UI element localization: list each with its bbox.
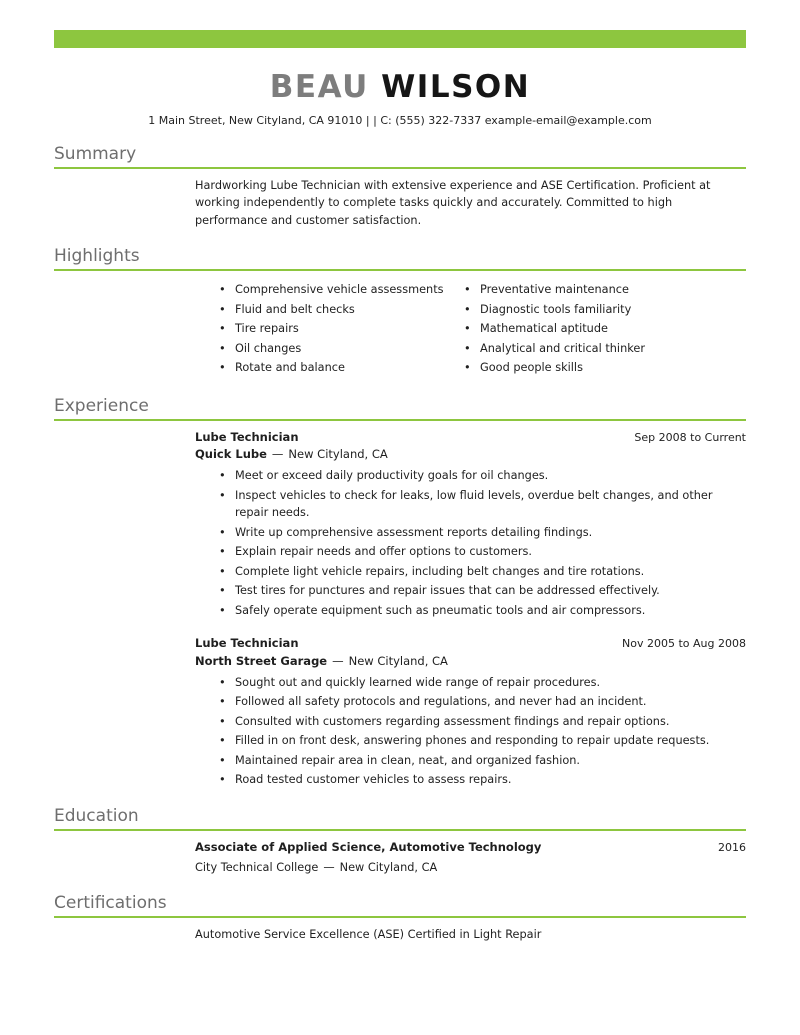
job-dates: Nov 2005 to Aug 2008 bbox=[622, 637, 746, 651]
job-bullet-list bbox=[195, 674, 746, 789]
bullet-item: • Rotate and balance bbox=[195, 359, 462, 377]
candidate-name bbox=[54, 70, 746, 106]
bullet-item: • Oil changes bbox=[195, 340, 462, 358]
bullet-item: • Write up comprehensive assessment reports detailing findings. bbox=[195, 524, 746, 542]
candidate-first-name: BEAU bbox=[269, 69, 369, 105]
highlights-list-left bbox=[195, 281, 462, 377]
summary-section-title: Summary bbox=[54, 143, 137, 164]
certification-text: Automotive Service Excellence (ASE) Certified in Light Repair bbox=[195, 928, 542, 942]
education-section-title: Education bbox=[54, 805, 139, 826]
bullet-item: • Tire repairs bbox=[195, 320, 462, 338]
resume-header bbox=[54, 70, 746, 127]
company-location-dash: — bbox=[271, 447, 284, 462]
bullet-item: • Preventative maintenance bbox=[462, 281, 746, 299]
bullet-item: • Analytical and critical thinker bbox=[462, 340, 746, 358]
job-title: Lube Technician bbox=[195, 636, 299, 651]
bullet-item: • Safely operate equipment such as pneumatic tools and air compressors. bbox=[195, 602, 746, 620]
school-location: New Cityland, CA bbox=[339, 860, 438, 874]
bullet-item: • Meet or exceed daily productivity goals for oil changes. bbox=[195, 467, 746, 485]
highlights-list-right bbox=[462, 281, 746, 377]
job-entry-north-street-garage bbox=[195, 635, 746, 789]
school-name: City Technical College bbox=[195, 860, 319, 874]
job-entry-quick-lube bbox=[195, 429, 746, 620]
section-education bbox=[54, 806, 746, 876]
bullet-item: • Explain repair needs and offer options to customers. bbox=[195, 543, 746, 561]
job-location: New Cityland, CA bbox=[288, 447, 388, 462]
school-location-dash: — bbox=[323, 860, 335, 874]
job-dates: Sep 2008 to Current bbox=[634, 430, 746, 444]
summary-text: Hardworking Lube Technician with extensive experience and ASE Certification. Proficient at working independently to complete tasks quickly and accurately. Committed to high performance and customer satisfaction. bbox=[195, 178, 711, 227]
bullet-item: • Consulted with customers regarding assessment findings and repair options. bbox=[195, 713, 746, 731]
candidate-last-name: WILSON bbox=[381, 69, 531, 105]
bullet-item: • Maintained repair area in clean, neat, and organized fashion. bbox=[195, 752, 746, 770]
bullet-item: • Test tires for punctures and repair issues that can be addressed effectively. bbox=[195, 582, 746, 600]
company-location-dash: — bbox=[332, 654, 344, 669]
section-summary bbox=[54, 144, 746, 230]
job-location: New Cityland, CA bbox=[348, 654, 448, 669]
bullet-item: • Complete light vehicle repairs, including belt changes and tire rotations. bbox=[195, 563, 746, 581]
bullet-item: • Road tested customer vehicles to assess repairs. bbox=[195, 771, 746, 789]
job-company: Quick Lube bbox=[195, 447, 267, 462]
bullet-item: • Mathematical aptitude bbox=[462, 320, 746, 338]
section-highlights bbox=[54, 246, 746, 379]
job-title: Lube Technician bbox=[195, 429, 299, 444]
contact-line: 1 Main Street, New Cityland, CA 91010 | | C: (555) 322-7337 example-email@example.com bbox=[148, 113, 652, 127]
bullet-item: • Followed all safety protocols and regulations, and never had an incident. bbox=[195, 693, 746, 711]
section-certifications bbox=[54, 893, 746, 944]
experience-section-title: Experience bbox=[54, 395, 149, 416]
job-company: North Street Garage bbox=[195, 654, 328, 669]
bullet-item: • Inspect vehicles to check for leaks, low fluid levels, overdue belt changes, and other repair needs. bbox=[195, 487, 746, 522]
degree-title: Associate of Applied Science, Automotive Technology bbox=[195, 839, 542, 854]
highlights-columns bbox=[195, 281, 746, 379]
top-accent-bar bbox=[54, 30, 746, 48]
highlights-section-title: Highlights bbox=[54, 246, 140, 267]
certifications-section-title: Certifications bbox=[54, 893, 167, 914]
bullet-item: • Good people skills bbox=[462, 359, 746, 377]
bullet-item: • Diagnostic tools familiarity bbox=[462, 301, 746, 319]
section-experience bbox=[54, 396, 746, 789]
bullet-item: • Fluid and belt checks bbox=[195, 301, 462, 319]
graduation-year: 2016 bbox=[718, 840, 746, 854]
highlights-column-right bbox=[462, 281, 746, 379]
bullet-item: • Comprehensive vehicle assessments bbox=[195, 281, 462, 299]
highlights-column-left bbox=[195, 281, 462, 379]
job-bullet-list bbox=[195, 467, 746, 619]
bullet-item: • Sought out and quickly learned wide range of repair procedures. bbox=[195, 674, 746, 692]
bullet-item: • Filled in on front desk, answering phones and responding to repair update requests. bbox=[195, 732, 746, 750]
